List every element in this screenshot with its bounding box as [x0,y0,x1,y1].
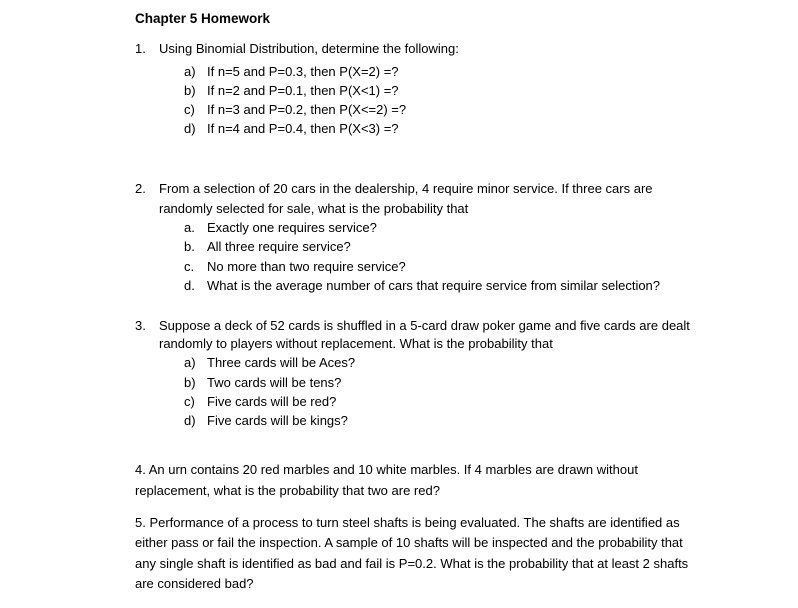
q3-item-b-text: Two cards will be tens? [207,375,342,390]
q5-line-3: any single shaft is identified as bad and fail is P=0.2. What is the probability that at least 2 shafts [135,556,689,571]
q3-item-c-label: c) [184,394,195,409]
q2-item-d-label: d. [184,278,195,293]
q2-line-2: randomly selected for sale, what is the probability that [159,201,469,216]
q1-item-a-text: If n=5 and P=0.3, then P(X=2) =? [207,64,399,79]
q2-item-b-text: All three require service? [207,239,351,254]
q3-item-d-label: d) [184,413,196,428]
q3-item-a-label: a) [184,355,196,370]
q2-number: 2. [135,181,146,196]
q2-item-b-label: b. [184,239,195,254]
q3-item-d-text: Five cards will be kings? [207,413,348,428]
q2-item-d-text: What is the average number of cars that require service from similar selection? [207,278,661,293]
q5-line-2: either pass or fail the inspection. A sample of 10 shafts will be inspected and the probability that [135,535,683,550]
q2-item-a-text: Exactly one requires service? [207,220,377,235]
q1-item-c-label: c) [184,102,195,117]
q3-line-2: randomly to players without replacement. What is the probability that [159,336,553,351]
q5-line-4: are considered bad? [135,576,254,591]
q1-item-a-label: a) [184,64,196,79]
q1-item-b-text: If n=2 and P=0.1, then P(X<1) =? [207,83,399,98]
q3-item-b-label: b) [184,375,196,390]
q1-item-d-text: If n=4 and P=0.4, then P(X<3) =? [207,121,399,136]
q2-item-a-label: a. [184,220,195,235]
q3-line-1: Suppose a deck of 52 cards is shuffled in a 5-card draw poker game and five cards are dealt [159,318,690,333]
q4-line-1: 4. An urn contains 20 red marbles and 10 white marbles. If 4 marbles are drawn without [135,462,638,477]
q1-item-b-label: b) [184,83,196,98]
q2-item-c-text: No more than two require service? [207,259,406,274]
q1-text: Using Binomial Distribution, determine the following: [159,41,459,56]
q3-item-c-text: Five cards will be red? [207,394,337,409]
q4-line-2: replacement, what is the probability that two are red? [135,483,440,498]
q5-line-1: 5. Performance of a process to turn steel shafts is being evaluated. The shafts are identified as [135,515,680,530]
q2-line-1: From a selection of 20 cars in the dealership, 4 require minor service. If three cars are [159,181,653,196]
q2-item-c-label: c. [184,259,195,274]
q1-number: 1. [135,41,146,56]
page-title: Chapter 5 Homework [135,11,271,26]
q3-number: 3. [135,318,146,333]
q1-item-c-text: If n=3 and P=0.2, then P(X<=2) =? [207,102,407,117]
q1-item-d-label: d) [184,121,196,136]
q3-item-a-text: Three cards will be Aces? [207,355,356,370]
